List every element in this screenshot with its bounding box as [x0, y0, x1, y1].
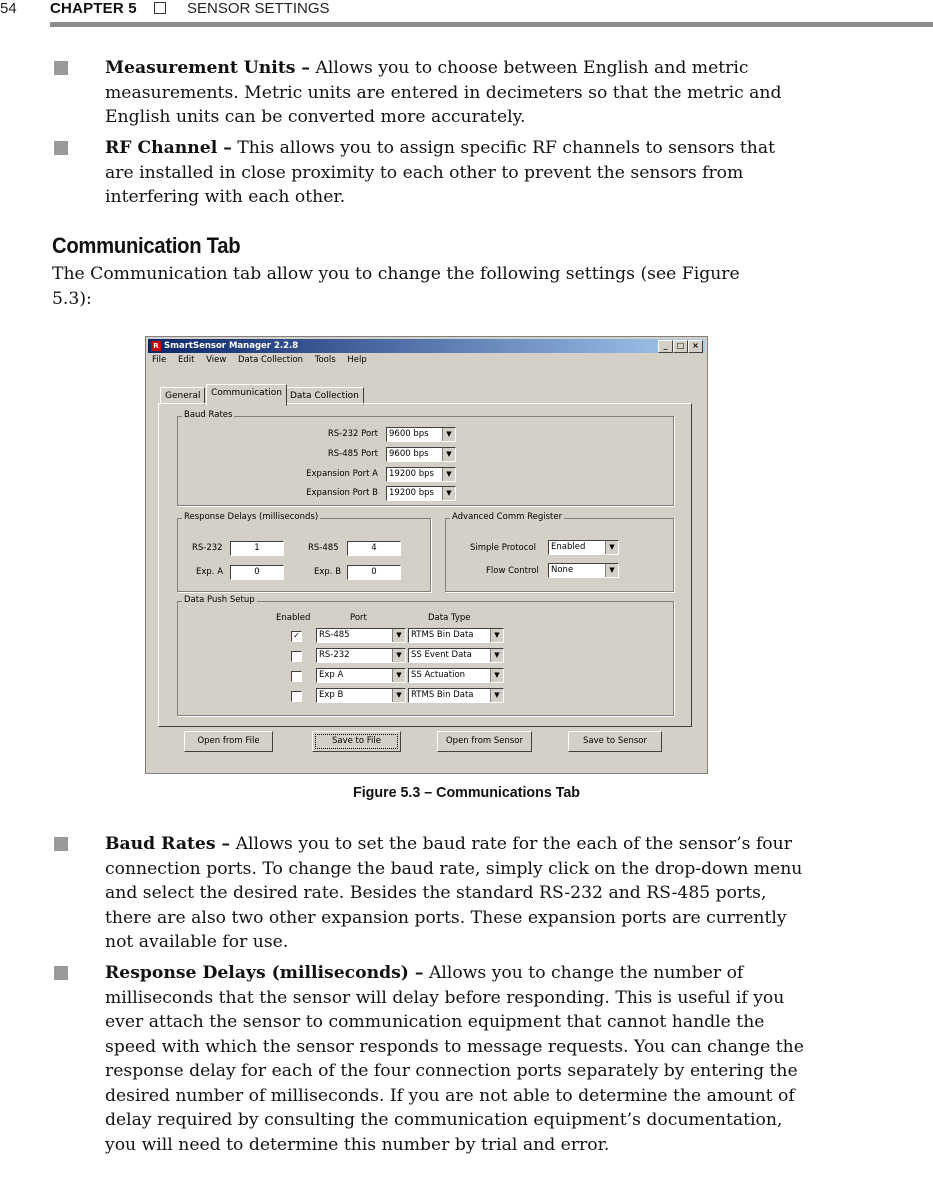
bullet-term: RF Channel – — [105, 138, 232, 158]
select-value: SS Event Data — [411, 650, 472, 660]
delay-label: RS-485 — [308, 543, 339, 553]
simple-protocol-select[interactable] — [548, 540, 619, 555]
bullet-term: Measurement Units – — [105, 58, 311, 78]
select-value: RS-485 — [319, 630, 350, 640]
simple-protocol-label: Simple Protocol — [470, 543, 536, 553]
chevron-down-icon: ▼ — [442, 428, 455, 441]
bullet-text: Allows you to change the number of milliseconds that the sensor will delay before responding. This is useful if you ever attach the sensor to communication equipment that cannot handle the speed with which the sensor responds to message requests. You can change the response delay for each of the four connection ports separately by entering the desired number of milliseconds. If you are not able to determine the amount of delay required by consulting the communication equipment’s documentation, you will need to determine this number by trial and error. — [105, 963, 804, 1155]
header-box-icon — [154, 2, 166, 14]
tab-panel — [158, 403, 692, 727]
flow-control-select[interactable] — [548, 563, 619, 578]
menu-help[interactable]: Help — [347, 355, 367, 365]
response-delays-group — [177, 512, 431, 592]
delay-input-exp-a[interactable]: 0 — [230, 565, 284, 580]
port-select[interactable] — [316, 628, 406, 643]
baud-select-exp-a[interactable] — [386, 467, 456, 482]
select-value: Exp A — [319, 670, 344, 680]
bullet-term: Response Delays (milliseconds) – — [105, 963, 424, 983]
minimize-icon[interactable]: _ — [658, 340, 673, 353]
menu-file[interactable]: File — [152, 355, 167, 365]
chapter-label: CHAPTER 5 — [50, 0, 137, 17]
select-value: 19200 bps — [389, 469, 434, 479]
select-value: Exp B — [319, 690, 344, 700]
header-rule — [50, 22, 933, 27]
col-port: Port — [350, 613, 367, 623]
baud-select-rs232[interactable] — [386, 427, 456, 442]
bullet-square-icon — [54, 837, 68, 851]
enabled-checkbox[interactable]: ✓ — [291, 631, 302, 642]
page-header — [0, 0, 933, 30]
enabled-checkbox[interactable] — [291, 671, 302, 682]
col-data-type: Data Type — [428, 613, 471, 623]
delay-input-exp-b[interactable]: 0 — [347, 565, 401, 580]
chevron-down-icon: ▼ — [392, 649, 405, 662]
bullet-text: Allows you to set the baud rate for the each of the sensor’s four connection ports. To change the baud rate, simply click on the drop-down menu and select the desired rate. Besides the standard RS-232 and RS-485 ports, there are also two other expansion ports. These expansion ports are currently not available for use. — [105, 834, 803, 952]
section-heading: Communication Tab — [52, 233, 241, 258]
data-type-select[interactable] — [408, 668, 504, 683]
screenshot-window — [145, 336, 708, 774]
data-push-group — [177, 595, 674, 716]
save-to-file-button[interactable]: Save to File — [312, 731, 401, 752]
baud-label: Expansion Port B — [306, 488, 378, 498]
intro-paragraph: The Communication tab allow you to change the following settings (see Figure 5.3): — [52, 264, 740, 309]
chevron-down-icon: ▼ — [490, 649, 503, 662]
title-bar — [148, 339, 705, 353]
chevron-down-icon: ▼ — [442, 468, 455, 481]
enabled-checkbox[interactable] — [291, 651, 302, 662]
baud-label: RS-232 Port — [327, 429, 378, 439]
bullet-text: Allows you to choose between English and metric measurements. Metric units are entered in decimeters so that the metric and English units can be converted more accurately. — [105, 58, 782, 127]
open-from-file-button[interactable]: Open from File — [184, 731, 273, 752]
tab-general[interactable]: General — [160, 387, 205, 405]
bullet-text: This allows you to assign specific RF channels to sensors that are installed in close proximity to each other to prevent the sensors from interfering with each other. — [105, 138, 776, 207]
tab-data-collection[interactable]: Data Collection — [285, 387, 364, 405]
chevron-down-icon: ▼ — [442, 487, 455, 500]
delay-label: Exp. B — [314, 567, 342, 577]
data-type-select[interactable] — [408, 688, 504, 703]
window-title: SmartSensor Manager 2.2.8 — [164, 341, 299, 351]
baud-rates-title: Baud Rates — [184, 410, 233, 420]
delay-input-rs485[interactable]: 4 — [347, 541, 401, 556]
advanced-comm-title: Advanced Comm Register — [452, 512, 563, 522]
select-value: RS-232 — [319, 650, 350, 660]
baud-select-rs485[interactable] — [386, 447, 456, 462]
chevron-down-icon: ▼ — [605, 541, 618, 554]
baud-rates-group — [177, 410, 674, 506]
chevron-down-icon: ▼ — [605, 564, 618, 577]
select-value: RTMS Bin Data — [411, 690, 474, 700]
close-icon[interactable]: × — [688, 340, 703, 353]
chevron-down-icon: ▼ — [490, 629, 503, 642]
menu-tools[interactable]: Tools — [314, 355, 336, 365]
port-select[interactable] — [316, 688, 406, 703]
menu-view[interactable]: View — [206, 355, 227, 365]
baud-label: RS-485 Port — [327, 449, 378, 459]
response-delays-title: Response Delays (milliseconds) — [184, 512, 319, 522]
select-value: 19200 bps — [389, 488, 434, 498]
advanced-comm-group — [445, 512, 674, 592]
enabled-checkbox[interactable] — [291, 691, 302, 702]
chevron-down-icon: ▼ — [392, 629, 405, 642]
figure-caption: Figure 5.3 – Communications Tab — [353, 784, 580, 801]
chevron-down-icon: ▼ — [392, 669, 405, 682]
col-enabled: Enabled — [276, 613, 311, 623]
save-to-sensor-button[interactable]: Save to Sensor — [568, 731, 662, 752]
delay-label: RS-232 — [192, 543, 223, 553]
port-select[interactable] — [316, 668, 406, 683]
bullet-square-icon — [54, 141, 68, 155]
port-select[interactable] — [316, 648, 406, 663]
select-value: None — [551, 565, 574, 575]
menu-data-collection[interactable]: Data Collection — [237, 355, 304, 365]
chevron-down-icon: ▼ — [392, 689, 405, 702]
chevron-down-icon: ▼ — [442, 448, 455, 461]
chevron-down-icon: ▼ — [490, 669, 503, 682]
delay-label: Exp. A — [196, 567, 224, 577]
section-label: SENSOR SETTINGS — [187, 0, 330, 17]
maximize-icon[interactable]: □ — [673, 340, 688, 353]
app-icon: R — [151, 341, 161, 351]
data-type-select[interactable] — [408, 628, 504, 643]
select-value: 9600 bps — [389, 449, 429, 459]
open-from-sensor-button[interactable]: Open from Sensor — [437, 731, 532, 752]
data-push-title: Data Push Setup — [184, 595, 255, 605]
select-value: Enabled — [551, 542, 586, 552]
chevron-down-icon: ▼ — [490, 689, 503, 702]
menu-edit[interactable]: Edit — [177, 355, 195, 365]
data-type-select[interactable] — [408, 648, 504, 663]
select-value: SS Actuation — [411, 670, 466, 680]
tab-communication[interactable]: Communication — [206, 384, 287, 406]
baud-select-exp-b[interactable] — [386, 486, 456, 501]
bullet-square-icon — [54, 61, 68, 75]
menu-bar — [152, 355, 376, 365]
select-value: RTMS Bin Data — [411, 630, 474, 640]
bullet-term: Baud Rates – — [105, 834, 231, 854]
delay-input-rs232[interactable]: 1 — [230, 541, 284, 556]
select-value: 9600 bps — [389, 429, 429, 439]
bullet-square-icon — [54, 966, 68, 980]
baud-label: Expansion Port A — [306, 469, 378, 479]
page-number: 54 — [0, 0, 17, 17]
flow-control-label: Flow Control — [486, 566, 539, 576]
